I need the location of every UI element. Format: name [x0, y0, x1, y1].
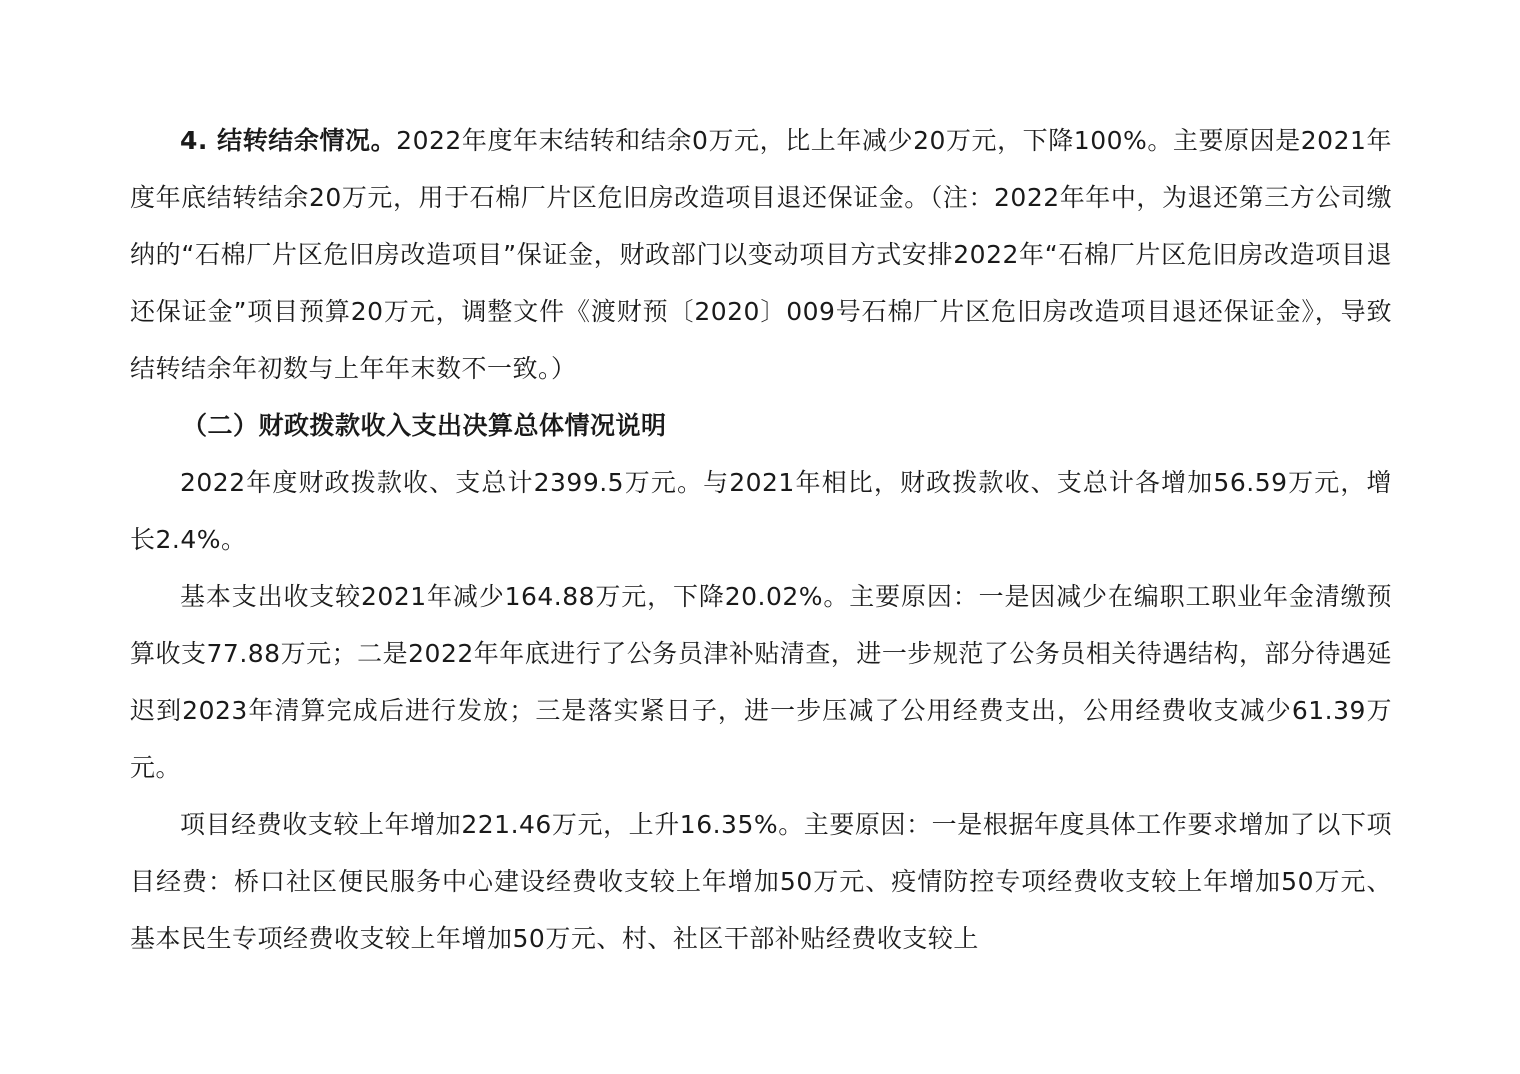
- document-page: [130, 112, 1392, 967]
- carryover-paragraph: [130, 112, 1392, 397]
- carryover-body: 2022年度年末结转和结余0万元，比上年减少20万元，下降100%。主要原因是2021年度年底结转结余20万元，用于石棉厂片区危旧房改造项目退还保证金。（注：2022年年中，为退还第三方公司缴纳的“石棉厂片区危旧房改造项目”保证金，财政部门以变动项目方式安排2022年“石棉厂片区危旧房改造项目退还保证金”项目预算20万元，调整文件《渡财预〔2020〕009号石棉厂片区危旧房改造项目退还保证金》，导致结转结余年初数与上年年末数不一致。）: [130, 126, 1392, 383]
- project-expenditure-paragraph: 项目经费收支较上年增加221.46万元，上升16.35%。主要原因：一是根据年度具体工作要求增加了以下项目经费：桥口社区便民服务中心建设经费收支较上年增加50万元、疫情防控专项经费收支较上年增加50万元、基本民生专项经费收支较上年增加50万元、村、社区干部补贴经费收支较上: [130, 810, 1392, 953]
- total-overview-paragraph: 2022年度财政拨款收、支总计2399.5万元。与2021年相比，财政拨款收、支总计各增加56.59万元，增长2.4%。: [130, 468, 1392, 554]
- carryover-lead: 4. 结转结余情况。: [180, 126, 397, 155]
- basic-expenditure-paragraph: 基本支出收支较2021年减少164.88万元，下降20.02%。主要原因：一是因减少在编职工职业年金清缴预算收支77.88万元；二是2022年年底进行了公务员津补贴清查，进一步规范了公务员相关待遇结构，部分待遇延迟到2023年清算完成后进行发放；三是落实紧日子，进一步压减了公用经费支出，公用经费收支减少61.39万元。: [130, 582, 1392, 782]
- section-heading: （二）财政拨款收入支出决算总体情况说明: [182, 411, 667, 440]
